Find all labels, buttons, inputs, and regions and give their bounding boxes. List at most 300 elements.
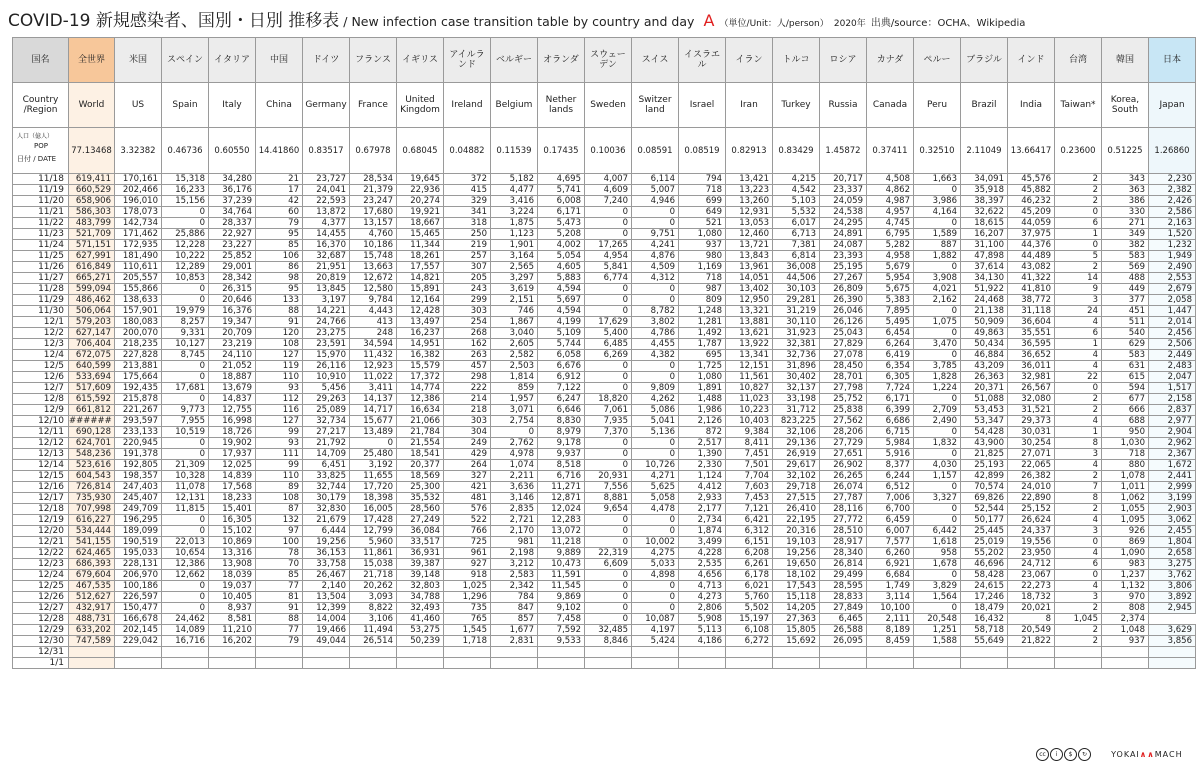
value-cell: 27,787 xyxy=(820,493,867,504)
value-cell: 4,164 xyxy=(914,207,961,218)
date-cell: 12/1 xyxy=(13,317,69,328)
value-cell: 583 xyxy=(1102,251,1149,262)
value-cell: 0 xyxy=(914,350,961,361)
value-cell: 0 xyxy=(632,592,679,603)
value-cell: 1,090 xyxy=(1102,548,1149,559)
header-en-cell: Spain xyxy=(162,83,209,128)
table-row xyxy=(13,603,1196,614)
value-cell: 1,237 xyxy=(1102,570,1149,581)
value-cell: 271 xyxy=(1102,218,1149,229)
value-cell: 3,619 xyxy=(491,284,538,295)
value-cell: 18,479 xyxy=(961,603,1008,614)
value-cell: 247,403 xyxy=(115,482,162,493)
value-cell: 17,720 xyxy=(350,482,397,493)
value-cell: 0 xyxy=(632,449,679,460)
value-cell: 245,407 xyxy=(115,493,162,504)
value-cell: 1,488 xyxy=(679,394,726,405)
value-cell: 980 xyxy=(679,251,726,262)
value-cell: 483,799 xyxy=(69,218,115,229)
value-cell: 12,289 xyxy=(162,262,209,273)
value-cell: 4 xyxy=(1055,416,1102,427)
value-cell: 512,627 xyxy=(69,592,115,603)
value-cell: 5,282 xyxy=(867,240,914,251)
value-cell: 49,044 xyxy=(303,636,350,647)
value-cell: 533,694 xyxy=(69,372,115,383)
value-cell: 28,701 xyxy=(820,372,867,383)
value-cell: 5,675 xyxy=(867,284,914,295)
value-cell: 8,257 xyxy=(162,317,209,328)
value-cell: 10,910 xyxy=(303,372,350,383)
value-cell: 4,271 xyxy=(632,471,679,482)
value-cell: 15,318 xyxy=(162,174,209,185)
value-cell: 35,551 xyxy=(1008,328,1055,339)
value-cell: 87 xyxy=(256,504,303,515)
header-ja-cell: イラン xyxy=(726,38,773,83)
value-cell: 24,615 xyxy=(961,581,1008,592)
value-cell: 2,945 xyxy=(1149,603,1196,614)
value-cell: 6,774 xyxy=(585,273,632,284)
value-cell: 1,492 xyxy=(679,328,726,339)
value-cell: 987 xyxy=(679,284,726,295)
value-cell xyxy=(961,658,1008,669)
value-cell: 12,228 xyxy=(162,240,209,251)
value-cell: 481 xyxy=(444,493,491,504)
value-cell: 1,678 xyxy=(914,559,961,570)
value-cell: 0 xyxy=(632,295,679,306)
value-cell: 32,981 xyxy=(1008,372,1055,383)
value-cell: 214 xyxy=(444,394,491,405)
value-cell: 2,835 xyxy=(491,504,538,515)
value-cell xyxy=(773,658,820,669)
value-cell: 7,895 xyxy=(867,306,914,317)
value-cell: 3,199 xyxy=(1149,493,1196,504)
value-cell: 110 xyxy=(256,471,303,482)
value-cell: 15,156 xyxy=(162,196,209,207)
value-cell: 615,592 xyxy=(69,394,115,405)
value-cell: 39,148 xyxy=(397,570,444,581)
value-cell: 21,052 xyxy=(209,361,256,372)
value-cell: 23,950 xyxy=(1008,548,1055,559)
value-cell: 14,821 xyxy=(397,273,444,284)
value-cell: 221,267 xyxy=(115,405,162,416)
value-cell: 10,186 xyxy=(350,240,397,251)
date-cell: 11/21 xyxy=(13,207,69,218)
value-cell xyxy=(961,647,1008,658)
value-cell: 2,449 xyxy=(1149,350,1196,361)
value-cell: 28,337 xyxy=(209,218,256,229)
value-cell: 7,955 xyxy=(162,416,209,427)
value-cell: 3,224 xyxy=(491,207,538,218)
value-cell: 3,327 xyxy=(914,493,961,504)
value-cell: 27,849 xyxy=(820,603,867,614)
value-cell xyxy=(444,658,491,669)
value-cell: 2,047 xyxy=(1149,372,1196,383)
header-ja-cell: 日本 xyxy=(1149,38,1196,83)
value-cell: 1,124 xyxy=(679,471,726,482)
value-cell: 2 xyxy=(1055,196,1102,207)
pop-cell: 0.46736 xyxy=(162,128,209,174)
value-cell: 47,898 xyxy=(961,251,1008,262)
value-cell: 42 xyxy=(256,196,303,207)
value-cell: 178,073 xyxy=(115,207,162,218)
value-cell: 0 xyxy=(350,438,397,449)
value-cell: 569 xyxy=(1102,262,1149,273)
value-cell: 981 xyxy=(491,537,538,548)
value-cell: 6,171 xyxy=(538,207,585,218)
value-cell: 100,186 xyxy=(115,581,162,592)
value-cell: 5,744 xyxy=(538,339,585,350)
value-cell: 2 xyxy=(1055,471,1102,482)
value-cell: 2,342 xyxy=(491,581,538,592)
value-cell: 25,019 xyxy=(961,537,1008,548)
date-cell: 11/24 xyxy=(13,240,69,251)
table-row xyxy=(13,229,1196,240)
value-cell: 16,202 xyxy=(209,636,256,647)
date-cell: 12/29 xyxy=(13,625,69,636)
pop-cell: 0.67978 xyxy=(350,128,397,174)
value-cell: 36,176 xyxy=(209,185,256,196)
value-cell: 249 xyxy=(444,438,491,449)
value-cell: 27,267 xyxy=(820,273,867,284)
value-cell: 3 xyxy=(1055,592,1102,603)
value-cell: 7,724 xyxy=(867,383,914,394)
value-cell: 22,890 xyxy=(1008,493,1055,504)
value-cell: 21,825 xyxy=(961,449,1008,460)
table-row xyxy=(13,251,1196,262)
value-cell: 4,412 xyxy=(679,482,726,493)
value-cell: 0 xyxy=(585,603,632,614)
value-cell: 20,646 xyxy=(209,295,256,306)
date-cell: 12/12 xyxy=(13,438,69,449)
header-en-cell: Germany xyxy=(303,83,350,128)
value-cell: 26,116 xyxy=(303,361,350,372)
value-cell: 0 xyxy=(162,581,209,592)
value-cell: 12,283 xyxy=(538,515,585,526)
header-en-cell: Japan xyxy=(1149,83,1196,128)
value-cell: 5,208 xyxy=(538,229,585,240)
value-cell: 12,580 xyxy=(350,284,397,295)
value-cell: 45,882 xyxy=(1008,185,1055,196)
value-cell: 4,197 xyxy=(632,625,679,636)
value-cell: 23,219 xyxy=(209,339,256,350)
value-cell: 794 xyxy=(679,174,726,185)
value-cell: 415 xyxy=(444,185,491,196)
value-cell: 28,595 xyxy=(820,581,867,592)
header-ja-cell: インド xyxy=(1008,38,1055,83)
value-cell: 91 xyxy=(256,317,303,328)
pop-cell: 0.82913 xyxy=(726,128,773,174)
value-cell: 6,421 xyxy=(726,515,773,526)
value-cell: 3,040 xyxy=(491,328,538,339)
pop-cell: 0.08591 xyxy=(632,128,679,174)
value-cell: 0 xyxy=(585,383,632,394)
value-cell: 451 xyxy=(1102,306,1149,317)
value-cell: 8 xyxy=(1055,493,1102,504)
value-cell: 823,225 xyxy=(773,416,820,427)
value-cell: 0 xyxy=(632,284,679,295)
value-cell xyxy=(444,647,491,658)
value-cell: 522 xyxy=(444,515,491,526)
value-cell xyxy=(867,647,914,658)
value-cell: 14,137 xyxy=(350,394,397,405)
value-cell: 1,011 xyxy=(1102,482,1149,493)
value-cell: 22,319 xyxy=(585,548,632,559)
value-cell: 32,830 xyxy=(303,504,350,515)
value-cell: 116 xyxy=(256,405,303,416)
value-cell: 0 xyxy=(585,614,632,625)
value-cell: 859 xyxy=(491,383,538,394)
value-cell: 1,075 xyxy=(914,317,961,328)
value-cell: 7,240 xyxy=(585,196,632,207)
header-ja-cell: オランダ xyxy=(538,38,585,83)
value-cell: 4,186 xyxy=(679,636,726,647)
value-cell: 2,831 xyxy=(491,636,538,647)
value-cell: 24 xyxy=(1055,306,1102,317)
value-cell: 27,078 xyxy=(820,350,867,361)
value-cell: 190,519 xyxy=(115,537,162,548)
value-cell: 1,281 xyxy=(679,317,726,328)
value-cell: 12,460 xyxy=(726,229,773,240)
value-cell: 0 xyxy=(585,218,632,229)
value-cell: 8,937 xyxy=(209,603,256,614)
value-cell: 24,712 xyxy=(1008,559,1055,570)
value-cell: 18,887 xyxy=(209,372,256,383)
value-cell: 132 xyxy=(256,515,303,526)
value-cell: 11,078 xyxy=(162,482,209,493)
value-cell: 686,393 xyxy=(69,559,115,570)
value-cell: 0 xyxy=(632,438,679,449)
value-cell: 2,837 xyxy=(1149,405,1196,416)
date-cell: 12/11 xyxy=(13,427,69,438)
value-cell: 34,280 xyxy=(209,174,256,185)
value-cell: 28,342 xyxy=(209,273,256,284)
value-cell: 27,798 xyxy=(820,383,867,394)
value-cell: 12,164 xyxy=(397,295,444,306)
date-cell: 12/2 xyxy=(13,328,69,339)
value-cell: 213,881 xyxy=(115,361,162,372)
value-cell: 0 xyxy=(914,504,961,515)
value-cell: 386 xyxy=(1102,196,1149,207)
value-cell: 25,195 xyxy=(820,262,867,273)
value-cell: 5,058 xyxy=(632,493,679,504)
value-cell: ###### xyxy=(69,416,115,427)
value-cell: 6,312 xyxy=(726,526,773,537)
date-cell: 12/27 xyxy=(13,603,69,614)
value-cell: 937 xyxy=(679,240,726,251)
pop-label-b: POP xyxy=(34,142,48,150)
value-cell: 6,178 xyxy=(726,570,773,581)
value-cell: 0 xyxy=(1055,240,1102,251)
value-cell: 677 xyxy=(1102,394,1149,405)
value-cell: 192,805 xyxy=(115,460,162,471)
table-row xyxy=(13,207,1196,218)
header-row-en xyxy=(13,83,1196,128)
value-cell: 0 xyxy=(585,581,632,592)
value-cell: 1,251 xyxy=(914,625,961,636)
table-row xyxy=(13,471,1196,482)
value-cell: 9,889 xyxy=(538,548,585,559)
value-cell: 29,136 xyxy=(773,438,820,449)
value-cell: 9,751 xyxy=(632,229,679,240)
value-cell: 7,121 xyxy=(726,504,773,515)
date-cell: 12/26 xyxy=(13,592,69,603)
value-cell: 233,133 xyxy=(115,427,162,438)
value-cell: 3,071 xyxy=(491,405,538,416)
value-cell: 13,497 xyxy=(397,317,444,328)
value-cell: 21,309 xyxy=(162,460,209,471)
value-cell: 15,401 xyxy=(209,504,256,515)
date-cell: 12/21 xyxy=(13,537,69,548)
value-cell: 2,162 xyxy=(914,295,961,306)
value-cell: 4,273 xyxy=(679,592,726,603)
date-cell: 12/25 xyxy=(13,581,69,592)
value-cell: 631 xyxy=(1102,361,1149,372)
value-cell: 32,803 xyxy=(397,581,444,592)
value-cell: 18,726 xyxy=(209,427,256,438)
pop-cell: 0.37411 xyxy=(867,128,914,174)
value-cell: 0 xyxy=(585,526,632,537)
value-cell: 1,672 xyxy=(1149,460,1196,471)
date-cell: 12/6 xyxy=(13,372,69,383)
value-cell xyxy=(69,647,115,658)
value-cell: 5,954 xyxy=(867,273,914,284)
date-cell: 11/20 xyxy=(13,196,69,207)
value-cell: 44,506 xyxy=(773,273,820,284)
header-ja-cell: ロシア xyxy=(820,38,867,83)
value-cell: 26,315 xyxy=(209,284,256,295)
value-cell: 3,164 xyxy=(491,251,538,262)
value-cell: 35,918 xyxy=(961,185,1008,196)
date-cell: 12/23 xyxy=(13,559,69,570)
value-cell: 4,898 xyxy=(632,570,679,581)
value-cell: 86 xyxy=(256,262,303,273)
value-cell: 5,456 xyxy=(303,383,350,394)
value-cell: 725 xyxy=(444,537,491,548)
value-cell: 9,102 xyxy=(538,603,585,614)
value-cell: 2,014 xyxy=(1149,317,1196,328)
value-cell: 268 xyxy=(444,328,491,339)
value-cell: 23,727 xyxy=(303,174,350,185)
value-cell: 181,490 xyxy=(115,251,162,262)
value-cell: 18,398 xyxy=(350,493,397,504)
value-cell: 0 xyxy=(1055,537,1102,548)
value-cell: 24,010 xyxy=(1008,482,1055,493)
value-cell: 171,462 xyxy=(115,229,162,240)
value-cell: 46,232 xyxy=(1008,196,1055,207)
value-cell: 7,704 xyxy=(726,471,773,482)
pop-label-a: 人口（億人） xyxy=(17,133,54,140)
value-cell: 31,219 xyxy=(773,306,820,317)
value-cell: 166,678 xyxy=(115,614,162,625)
table-row xyxy=(13,460,1196,471)
value-cell: 46,884 xyxy=(961,350,1008,361)
value-cell: 26,567 xyxy=(1008,383,1055,394)
value-cell: 51,922 xyxy=(961,284,1008,295)
header-pop-label xyxy=(13,128,69,174)
value-cell: 17,629 xyxy=(585,317,632,328)
value-cell: 44,059 xyxy=(1008,218,1055,229)
value-cell: 10,726 xyxy=(632,460,679,471)
value-cell: 33,198 xyxy=(773,394,820,405)
date-cell: 11/28 xyxy=(13,284,69,295)
value-cell: 2 xyxy=(1055,405,1102,416)
value-cell xyxy=(1055,647,1102,658)
value-cell: 19,556 xyxy=(1008,537,1055,548)
value-cell: 0 xyxy=(914,328,961,339)
value-cell: 3,114 xyxy=(867,592,914,603)
date-cell: 12/18 xyxy=(13,504,69,515)
value-cell: 20,274 xyxy=(397,196,444,207)
pop-cell: 1.45872 xyxy=(820,128,867,174)
value-cell: 13,421 xyxy=(726,174,773,185)
value-cell: 12,950 xyxy=(726,295,773,306)
header-corner-en: Country /Region xyxy=(13,83,69,128)
value-cell: 3,416 xyxy=(491,196,538,207)
value-cell: 3,192 xyxy=(350,460,397,471)
header-ja-cell: トルコ xyxy=(773,38,820,83)
value-cell: 30,103 xyxy=(773,284,820,295)
value-cell xyxy=(538,658,585,669)
value-cell: 6,021 xyxy=(726,581,773,592)
header-ja-cell: カナダ xyxy=(867,38,914,83)
value-cell: 4,609 xyxy=(585,185,632,196)
data-table xyxy=(12,37,1196,669)
value-cell: 200,070 xyxy=(115,328,162,339)
value-cell: 27,217 xyxy=(303,427,350,438)
value-cell: 12,131 xyxy=(162,493,209,504)
value-cell: 53,347 xyxy=(961,416,1008,427)
value-cell: 52,544 xyxy=(961,504,1008,515)
date-cell: 12/7 xyxy=(13,383,69,394)
value-cell: 98 xyxy=(256,273,303,284)
value-cell: 5,054 xyxy=(538,251,585,262)
value-cell: 4 xyxy=(1055,515,1102,526)
value-cell: 41,810 xyxy=(1008,284,1055,295)
value-cell: 3,636 xyxy=(491,482,538,493)
value-cell xyxy=(773,647,820,658)
value-cell xyxy=(209,647,256,658)
value-cell: 3 xyxy=(1055,449,1102,460)
value-cell: 20,021 xyxy=(1008,603,1055,614)
value-cell: 372 xyxy=(444,174,491,185)
value-cell: 205 xyxy=(444,273,491,284)
value-cell: 658,906 xyxy=(69,196,115,207)
value-cell: 1,725 xyxy=(679,361,726,372)
value-cell: 4,312 xyxy=(632,273,679,284)
value-cell: 4,605 xyxy=(538,262,585,273)
value-cell: 5,424 xyxy=(632,636,679,647)
value-cell: 660,529 xyxy=(69,185,115,196)
value-cell: 629 xyxy=(1102,339,1149,350)
value-cell: 6,007 xyxy=(867,526,914,537)
header-en-cell: China xyxy=(256,83,303,128)
table-row xyxy=(13,306,1196,317)
value-cell: 2,977 xyxy=(1149,416,1196,427)
value-cell: 4,443 xyxy=(350,306,397,317)
value-cell: 195,033 xyxy=(115,548,162,559)
value-cell: 11,023 xyxy=(726,394,773,405)
value-cell: 2,586 xyxy=(1149,207,1196,218)
value-cell: 576 xyxy=(444,504,491,515)
value-cell: 10,853 xyxy=(162,273,209,284)
value-cell: 4,978 xyxy=(491,449,538,460)
value-cell: 2,151 xyxy=(491,295,538,306)
date-cell: 12/9 xyxy=(13,405,69,416)
value-cell: 38,772 xyxy=(1008,295,1055,306)
value-cell: 2,126 xyxy=(679,416,726,427)
date-cell: 12/4 xyxy=(13,350,69,361)
value-cell xyxy=(1102,647,1149,658)
